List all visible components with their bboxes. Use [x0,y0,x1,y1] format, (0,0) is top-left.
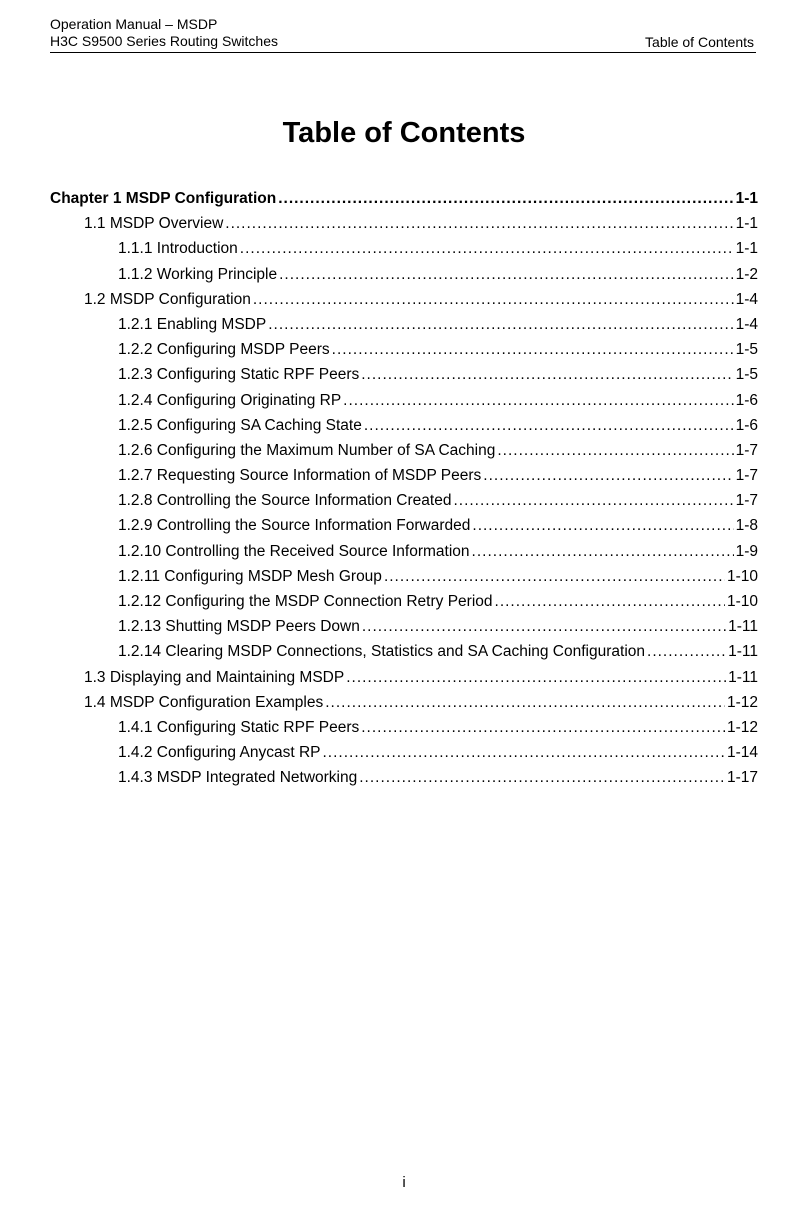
toc-entry-page: 1-11 [728,668,758,686]
toc-dot-leader [361,362,733,387]
toc-entry-title: 1.2.12 Configuring the MSDP Connection Retry Period [118,593,493,610]
toc-entry-title: 1.2.7 Requesting Source Information of MSDP Peers [118,467,482,485]
toc-dot-leader [472,539,734,564]
toc-dot-leader [364,413,734,438]
toc-entry-page: 1-6 [735,416,758,434]
page-title: Table of Contents [282,117,526,149]
toc-entry-title: 1.2.5 Configuring SA Caching State [118,416,362,434]
toc-dot-leader [240,236,734,261]
toc-dot-leader [225,211,733,236]
toc-entry-title: 1.1.1 Introduction [118,240,238,258]
toc-entry[interactable] [50,388,758,413]
toc-entry-page: 1-7 [735,492,758,510]
toc-entry-title: 1.1.2 Working Principle [118,265,278,283]
toc-dot-leader [332,337,734,362]
toc-entry-page: 1-1 [735,240,758,258]
toc-entry-title: 1.2.8 Controlling the Source Information Created [118,492,452,510]
toc-entry-page: 1-5 [735,366,758,384]
toc-entry-title: 1.2.4 Configuring Originating RP [118,391,342,409]
toc-entry[interactable] [50,690,758,715]
toc-entry[interactable] [50,211,758,236]
toc-entry[interactable] [50,236,758,261]
toc-entry-title: 1.1 MSDP Overview [84,215,224,233]
toc-entry-title: Chapter 1 MSDP Configuration [50,190,277,207]
page-header [50,16,756,53]
toc-dot-leader [361,715,725,740]
toc-dot-leader [497,438,733,463]
toc-entry[interactable] [50,312,758,337]
toc-entry[interactable] [50,639,758,664]
toc-entry[interactable] [50,589,758,614]
toc-entry[interactable] [50,765,758,790]
toc-entry-page: 1-7 [735,467,758,485]
toc-entry-title: 1.2.9 Controlling the Source Information Forwarded [118,517,471,535]
toc-dot-leader [346,665,726,690]
toc-entry[interactable] [50,287,758,312]
toc-entry-page: 1-12 [726,693,758,711]
toc-entry[interactable] [50,513,758,538]
toc-entry[interactable] [50,262,758,287]
toc-entry[interactable] [50,715,758,740]
toc-dot-leader [647,639,726,664]
toc-entry-page: 1-9 [735,542,758,560]
toc-entry-page: 1-2 [735,265,758,283]
toc-dot-leader [472,513,733,538]
toc-entry-title: 1.4.1 Configuring Static RPF Peers [118,718,360,736]
toc-dot-leader [343,388,733,413]
toc-entry-page: 1-5 [735,341,758,359]
header-manual-title: Operation Manual – MSDP [50,16,218,32]
toc-entry[interactable] [50,413,758,438]
toc-entry-title: 1.2.11 Configuring MSDP Mesh Group [118,567,382,585]
toc-entry[interactable] [50,362,758,387]
toc-entry[interactable] [50,539,758,564]
toc-entry-title: 1.2.2 Configuring MSDP Peers [118,341,330,359]
toc-entry-title: 1.4.3 MSDP Integrated Networking [118,769,358,787]
toc-entry-title: 1.2.13 Shutting MSDP Peers Down [118,618,360,636]
header-section-name: Table of Contents [645,34,754,50]
page-number: i [402,1174,406,1191]
toc-entry-title: 1.4 MSDP Configuration Examples [84,693,324,711]
toc-entry-title: 1.4.2 Configuring Anycast RP [118,744,321,762]
toc-entry-page: 1-6 [735,391,758,409]
toc-entry-page: 1-1 [735,215,758,233]
toc-entry-page: 1-11 [728,618,758,636]
toc-entry-page: 1-10 [726,593,758,610]
toc-entry[interactable] [50,438,758,463]
toc-entry-page: 1-17 [726,769,758,787]
toc-entry-page: 1-8 [735,517,758,535]
toc-entry-title: 1.2.1 Enabling MSDP [118,315,267,333]
toc-entry-page: 1-4 [735,290,758,308]
toc-dot-leader [268,312,733,337]
table-of-contents [50,186,758,791]
toc-entry-title: 1.2.10 Controlling the Received Source Information [118,542,470,560]
toc-entry[interactable] [50,186,758,211]
toc-entry[interactable] [50,463,758,488]
toc-dot-leader [453,488,733,513]
toc-dot-leader [279,262,733,287]
toc-entry[interactable] [50,740,758,765]
toc-dot-leader [384,564,725,589]
toc-dot-leader [253,287,734,312]
toc-entry[interactable] [50,337,758,362]
toc-dot-leader [278,186,733,211]
toc-entry-page: 1-4 [735,315,758,333]
toc-entry-page: 1-1 [735,190,758,207]
toc-entry-title: 1.3 Displaying and Maintaining MSDP [84,668,345,686]
toc-entry[interactable] [50,488,758,513]
toc-entry[interactable] [50,614,758,639]
toc-dot-leader [483,463,733,488]
toc-entry[interactable] [50,564,758,589]
toc-entry-title: 1.2 MSDP Configuration [84,290,251,308]
toc-dot-leader [322,740,724,765]
toc-entry-page: 1-12 [726,718,758,736]
toc-entry-title: 1.2.6 Configuring the Maximum Number of SA Caching [118,441,496,459]
toc-entry[interactable] [50,665,758,690]
toc-entry-title: 1.2.14 Clearing MSDP Connections, Statistics and SA Caching Configuration [118,643,646,661]
toc-entry-page: 1-11 [728,643,758,661]
toc-dot-leader [362,614,726,639]
toc-dot-leader [495,589,725,614]
header-product-name: H3C S9500 Series Routing Switches [50,33,279,49]
toc-entry-page: 1-7 [735,441,758,459]
toc-entry-page: 1-14 [726,744,758,762]
toc-dot-leader [359,765,725,790]
toc-dot-leader [325,690,725,715]
toc-entry-title: 1.2.3 Configuring Static RPF Peers [118,366,360,384]
toc-entry-page: 1-10 [726,567,758,585]
